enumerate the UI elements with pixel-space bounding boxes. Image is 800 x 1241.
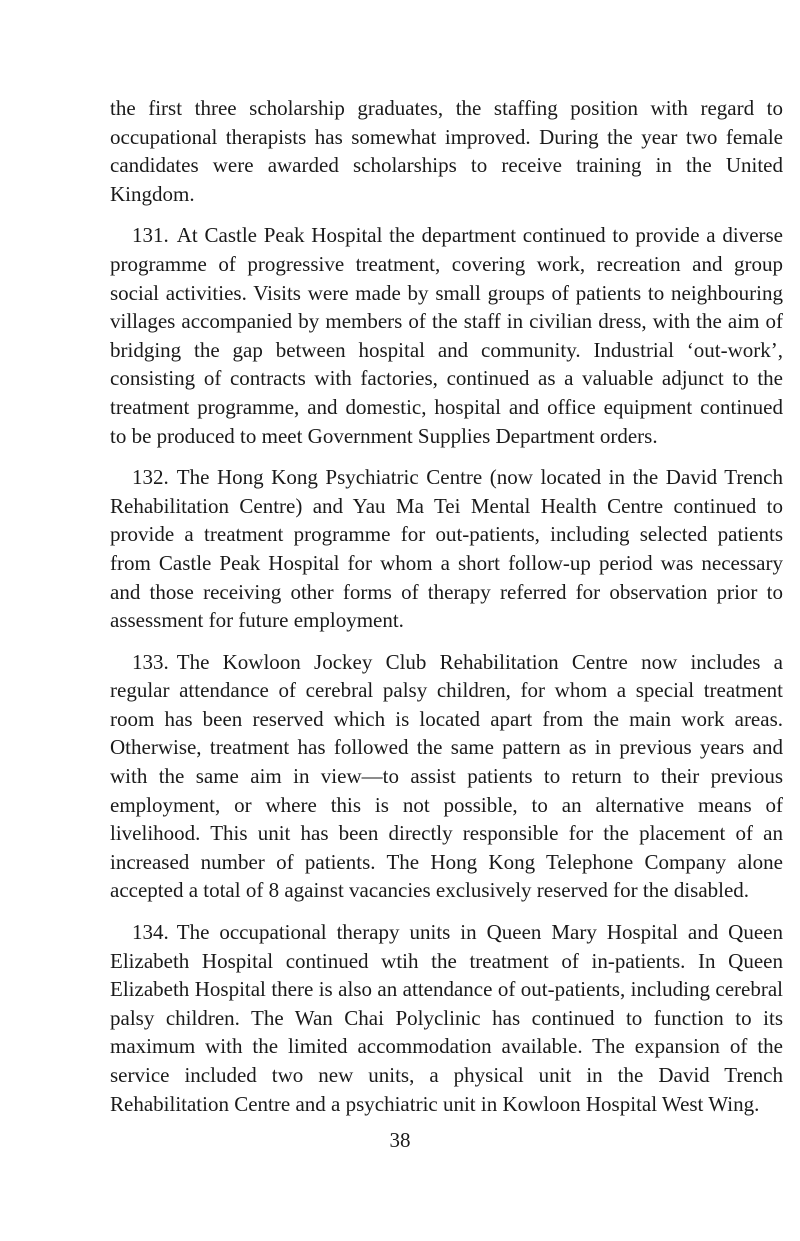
paragraph-text: The Hong Kong Psychiatric Centre (now located in the David Trench Rehabilitation Centre) and Yau Ma Tei Mental Health Centre continued to provide a treatment programme for out-patients, including selected patients from Castle Peak Hospital for whom a short follow-up period was necessary and those receiving other forms of therapy referred for observation prior to assessment for future employment. [110,465,783,633]
paragraph-text: the first three scholarship graduates, the staffing position with regard to occupational therapists has somewhat improved. During the year two female candidates were awarded scholarships to receive training in the United Kingdom. [110,96,783,206]
paragraph-continuation [110,94,783,208]
paragraph-number: 132. [132,465,169,490]
paragraph-text: The Kowloon Jockey Club Rehabilitation Centre now includes a regular attendance of cerebral palsy children, for whom a special treatment room has been reserved which is located apart from the main work areas. Otherwise, treatment has followed the same pattern as in previous years and with the same aim in view—to assist patients to return to their previous employment, or where this is not possible, to an alternative means of livelihood. This unit has been directly responsible for the placement of an increased number of patients. The Hong Kong Telephone Company alone accepted a total of 8 against vacancies exclusively reserved for the disabled. [110,649,783,903]
paragraph-number: 134. [132,920,169,945]
paragraph-text: The occupational therapy units in Queen Mary Hospital and Queen Elizabeth Hospital continued wtih the treatment of in-patients. In Queen Elizabeth Hospital there is also an attendance of out-patients, including cerebral palsy children. The Wan Chai Polyclinic has continued to function to its maximum with the limited accommodation available. The expansion of the service included two new units, a physical unit in the David Trench Rehabilitation Centre and a psychiatric unit in Kowloon Hospital West Wing. [110,920,783,1116]
page-number: 38 [389,1128,411,1152]
paragraph-132 [110,463,783,635]
paragraph-text: At Castle Peak Hospital the department continued to provide a diverse programme of progressive treatment, covering work, recreation and group social activities. Visits were made by small groups of patients to neighbouring villages accompanied by members of the staff in civilian dress, with the aim of bridging the gap between hospital and community. Industrial ‘out-work’, consisting of contracts with factories, continued as a valuable adjunct to the treatment programme, and domestic, hospital and office equipment continued to be produced to meet Government Supplies Department orders. [110,223,783,448]
paragraph-number: 131. [132,223,169,248]
paragraph-131 [110,221,783,450]
paragraph-134 [110,918,783,1118]
paragraph-number: 133. [132,649,169,674]
paragraph-133 [110,648,783,905]
document-page [110,94,783,1131]
